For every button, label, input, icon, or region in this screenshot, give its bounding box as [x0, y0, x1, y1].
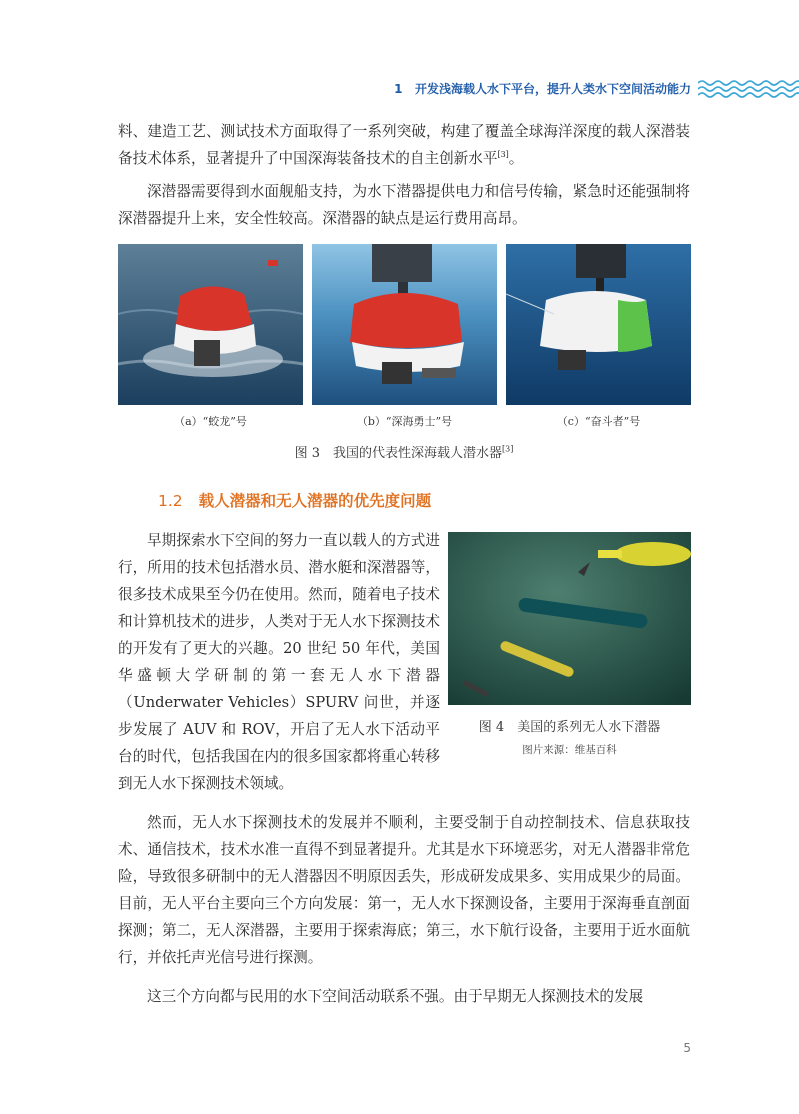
chapter-number: 1: [394, 82, 403, 96]
section-heading: [158, 489, 431, 511]
wave-decoration-icon: [698, 78, 799, 100]
paragraph-1-end: 。: [508, 150, 524, 167]
subcaption-b: （b）“深海勇士”号: [356, 415, 453, 428]
figure-4-source: 图片来源：维基百科: [522, 744, 617, 756]
paragraph-1: [118, 118, 690, 172]
section-number: 1.2: [158, 492, 183, 510]
chapter-title: 开发浅海载人水下平台，提升人类水下空间活动能力: [414, 82, 691, 96]
paragraph-5: 这三个方向都与民用的水下空间活动联系不强。由于早期无人探测技术的发展: [147, 988, 644, 1005]
paragraph-3: [118, 527, 690, 797]
section-title: 载人潜器和无人潜器的优先度问题: [198, 492, 432, 510]
photo-shenhai-yongshi: [312, 244, 497, 405]
float-spacer: [440, 527, 690, 772]
figure-3-caption-text: 图 3 我国的代表性深海载人潜水器: [294, 446, 503, 461]
figure-4-caption: 图 4 美国的系列无人水下潜器: [478, 720, 661, 735]
page-number: 5: [683, 1041, 691, 1055]
subcaption-a: （a）“蛟龙”号: [174, 415, 247, 428]
paragraph-4: 然而，无人水下探测技术的发展并不顺利，主要受制于自动控制技术、信息获取技术、通信技术，技术水准一直得不到显著提升。尤其是水下环境恶劣，对无人潜器非常危险，导致很多研制中的无人潜器因不明原因丢失，形成研发成果多、实用成果少的局面。目前，无人平台主要向三个方向发展：第一，无人水下探测设备，主要用于深海垂直剖面探测；第二，无人深潜器，主要用于探索海底；第三，水下航行设备，主要用于近水面航行，并依托声光信号进行探测。: [118, 814, 690, 966]
running-header: [0, 76, 799, 102]
paragraph-3-text: 早期探索水下空间的努力一直以载人的方式进行，所用的技术包括潜水员、潜水艇和深潜器等，很多技术成果至今仍在使用。然而，随着电子技术和计算机技术的进步，人类对于无人水下探测技术的开发有了更大的兴趣。20 世纪 50 年代，美国华盛顿大学研制的第一套无人水下潜器（Underwater Vehicles）SPURV 问世，并逐步发展了 AUV 和 ROV，开启了无人水下活动平台的时代，包括我国在内的很多国家都将重心转移到无人水下探测技术领域。: [118, 532, 440, 792]
photo-jiaolong: [118, 244, 303, 405]
photo-fendouzhe: [506, 244, 691, 405]
running-header-title: [394, 80, 691, 97]
paragraph-2: 深潜器需要得到水面舰船支持，为水下潜器提供电力和信号传输，紧急时还能强制将深潜器提升上来，安全性较高。深潜器的缺点是运行费用高昂。: [118, 183, 690, 227]
subcaption-c: （c）“奋斗者”号: [556, 415, 641, 428]
figure-3-citation: [3]: [502, 444, 514, 454]
citation-3: [3]: [497, 150, 509, 160]
figure-3-caption: [118, 442, 690, 461]
paragraph-1-text: 料、建造工艺、测试技术方面取得了一系列突破，构建了覆盖全球海洋深度的载人深潜装备技术体系，显著提升了中国深海装备技术的自主创新水平: [118, 123, 690, 167]
